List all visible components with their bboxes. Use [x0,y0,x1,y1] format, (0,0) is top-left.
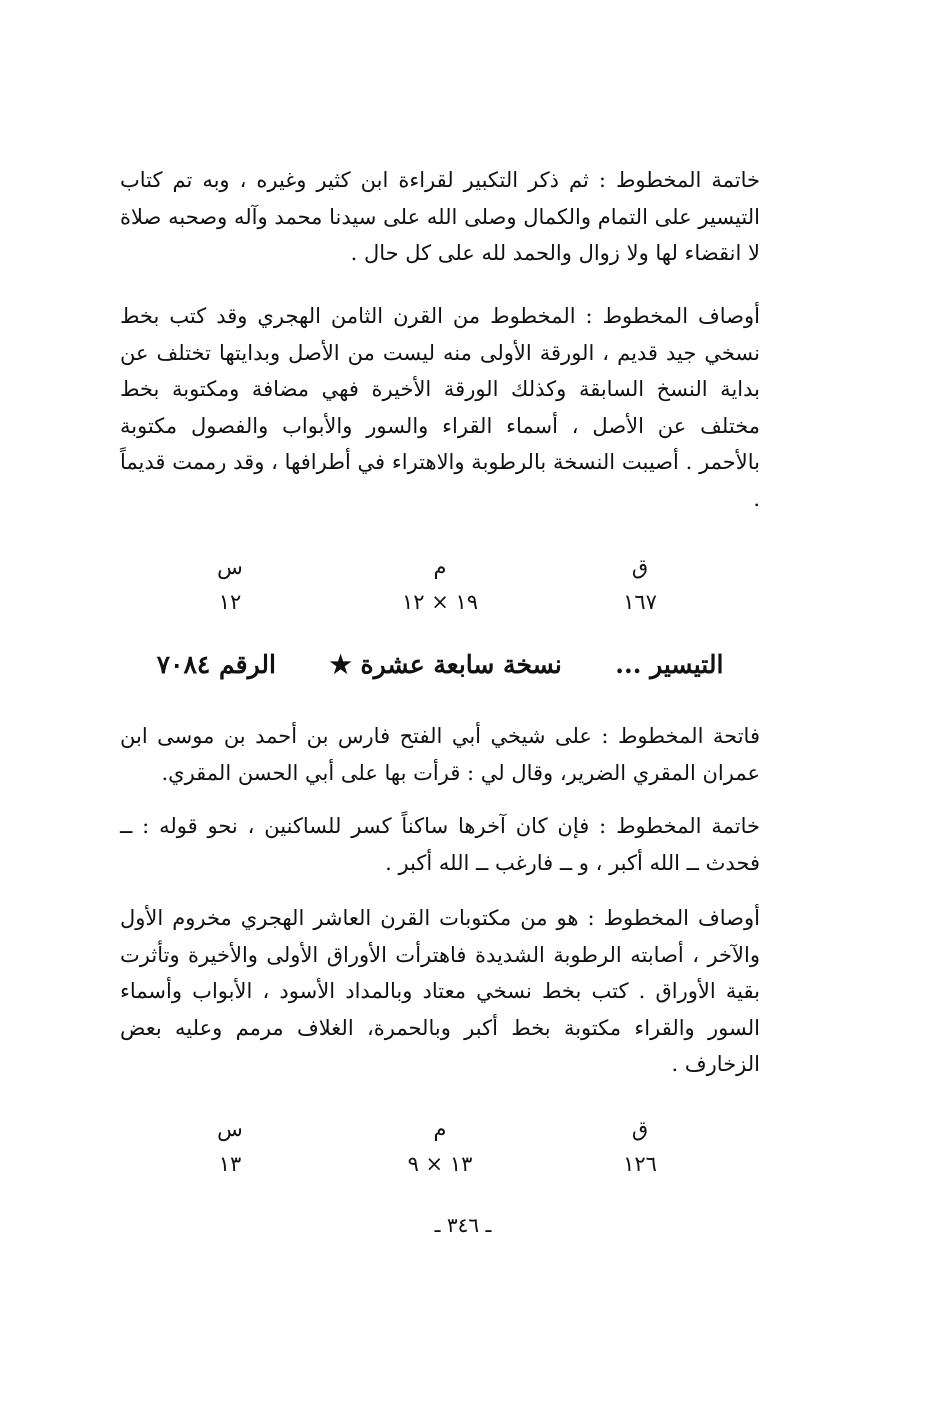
manuscript-ending-paragraph: خاتمة المخطوط : ثم ذكر التكبير لقراءة ابن كثير وغيره ، وبه تم كتاب التيسير على التمام والكمال وصلى الله على سيدنا محمد وآله وصحبه صلاة لا انقضاء لها ولا زوال والحمد لله على كل حال . [120,168,760,265]
lines-label: س [217,1117,243,1141]
manuscript-description-paragraph-2: أوصاف المخطوط : هو من مكتوبات القرن العاشر الهجري مخروم الأول والآخر ، أصابته الرطوبة الشديدة فاهترأت الأوراق الأولى والأخيرة وتأثرت بقية الأوراق . كتب بخط نسخي معتاد وبالمداد الأسود ، الأبواب وأسماء السور والقراء مكتوبة بخط أكبر وبالحمرة، الغلاف مرمم وعليه بعض الزخارف . [120,906,760,1076]
manuscript-measurements [120,550,760,630]
leaves-value: ١٦٧ [623,590,657,614]
section-heading [120,640,760,690]
heading-copy-number: نسخة سابعة عشرة ★ [329,650,562,679]
leaves-label: ق [631,555,649,579]
heading-title: التيسير ... [615,650,724,679]
lines-label: س [217,555,243,579]
size-value: ١٣ × ٩ [407,1152,473,1176]
lines-value: ١٣ [218,1152,242,1176]
leaves-value: ١٢٦ [623,1152,657,1176]
lines-value: ١٢ [218,590,242,614]
size-column [360,1112,520,1182]
manuscript-description-paragraph: أوصاف المخطوط : المخطوط من القرن الثامن الهجري وقد كتب بخط نسخي جيد قديم ، الورقة الأولى منه ليست من الأصل وبدايتها تختلف عن بداية النسخ السابقة وكذلك الورقة الأخيرة فهي مضافة ومكتوبة بخط مختلف عن الأصل ، أسماء القراء والسور والأبواب والفصول مكتوبة بالأحمر . أصيبت النسخة بالرطوبة والاهتراء في أطرافها ، وقد رممت قديماً . [120,304,760,511]
size-value: ١٩ × ١٢ [401,590,479,614]
lines-column [150,1112,310,1182]
page-number: ـ ٣٤٦ ـ [434,1213,492,1237]
leaves-column [560,1112,720,1182]
leaves-label: ق [631,1117,649,1141]
size-label: م [433,1117,447,1141]
lines-column [150,550,310,620]
size-column [360,550,520,620]
manuscript-ending-paragraph-2: خاتمة المخطوط : فإن كان آخرها ساكناً كسر للساكنين ، نحو قوله : ــ فحدث ــ الله أكبر ، و ــ فارغب ــ الله أكبر . [120,814,760,875]
heading-catalog-number: الرقم ٧٠٨٤ [156,650,276,679]
manuscript-opening-paragraph: فاتحة المخطوط : على شيخي أبي الفتح فارس بن أحمد بن موسى ابن عمران المقري الضرير، وقال لي : قرأت بها على أبي الحسن المقري. [120,724,760,785]
size-label: م [433,555,447,579]
manuscript-measurements-2 [120,1112,760,1192]
leaves-column [560,550,720,620]
